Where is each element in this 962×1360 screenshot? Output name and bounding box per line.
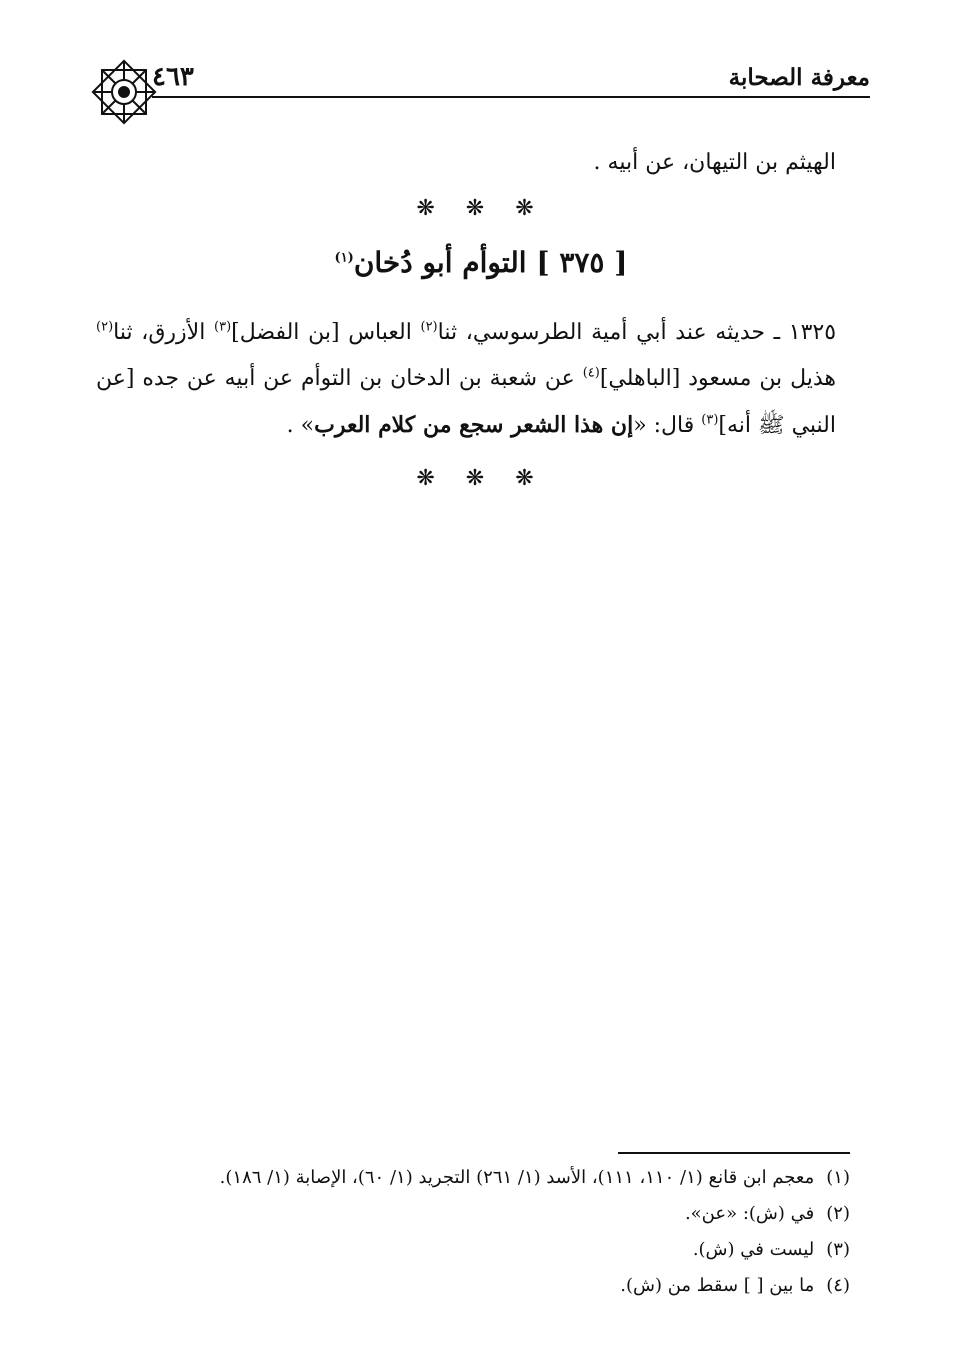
footnote-ref: (٢)	[96, 319, 114, 335]
header-rule	[152, 96, 870, 98]
footnote-item	[110, 1268, 850, 1304]
entry-title: التوأم أبو دُخان	[353, 246, 527, 279]
paragraph-text: » .	[286, 413, 315, 438]
footnote-number: (١)	[826, 1167, 850, 1188]
footnote-item	[110, 1196, 850, 1232]
footnote-number: (٢)	[826, 1203, 850, 1224]
paragraph-text: العباس [بن الفضل]	[231, 320, 421, 345]
footnote-number: (٣)	[826, 1239, 850, 1260]
paragraph-text: عن شعبة بن الدخان بن التوأم عن أبيه عن جده [عن النبي ﷺ أنه]	[96, 366, 836, 438]
footnote-text: معجم ابن قانع (١/ ١١٠، ١١١)، الأسد (١/ ٢٦١) التجريد (١/ ٦٠)، الإصابة (١/ ١٨٦).	[219, 1167, 815, 1188]
footnote-number: (٤)	[826, 1275, 850, 1296]
running-title: معرفة الصحابة	[728, 64, 870, 91]
footnote-rule	[618, 1152, 850, 1154]
section-separator: ❋ ❋ ❋	[416, 196, 546, 221]
footnote-item	[110, 1232, 850, 1268]
entry-number: [ ٣٧٥ ]	[536, 246, 628, 279]
footnote-item	[110, 1160, 850, 1196]
footnote-text: ليست في (ش).	[692, 1239, 815, 1260]
page-header	[90, 58, 870, 100]
continuation-line: الهيثم بن التيهان، عن أبيه .	[593, 150, 836, 175]
octagram-ornament-icon	[88, 56, 160, 128]
footnote-ref: (٤)	[582, 365, 600, 381]
footnote-text: ما بين [ ] سقط من (ش).	[620, 1275, 815, 1296]
footnote-text: في (ش): «عن».	[684, 1203, 815, 1224]
section-separator: ❋ ❋ ❋	[416, 466, 546, 491]
paragraph-text: قال: «	[633, 413, 702, 438]
footnote-ref: (١)	[334, 250, 354, 266]
footnote-ref: (٢)	[420, 319, 438, 335]
footnote-ref: (٣)	[701, 412, 719, 428]
paragraph-text: ١٣٢٥ ـ حديثه عند أبي أمية الطرسوسي، ثنا	[437, 320, 837, 345]
footnote-ref: (٣)	[214, 319, 232, 335]
footnotes	[110, 1160, 850, 1304]
paragraph-text: هذيل بن مسعود [الباهلي]	[599, 366, 836, 391]
paragraph-text: الأزرق، ثنا	[113, 320, 215, 345]
hadith-quote: إن هذا الشعر سجع من كلام العرب	[314, 412, 634, 438]
page-number: ٤٦٣	[152, 62, 194, 92]
hadith-paragraph	[96, 310, 836, 449]
entry-heading	[0, 246, 962, 279]
